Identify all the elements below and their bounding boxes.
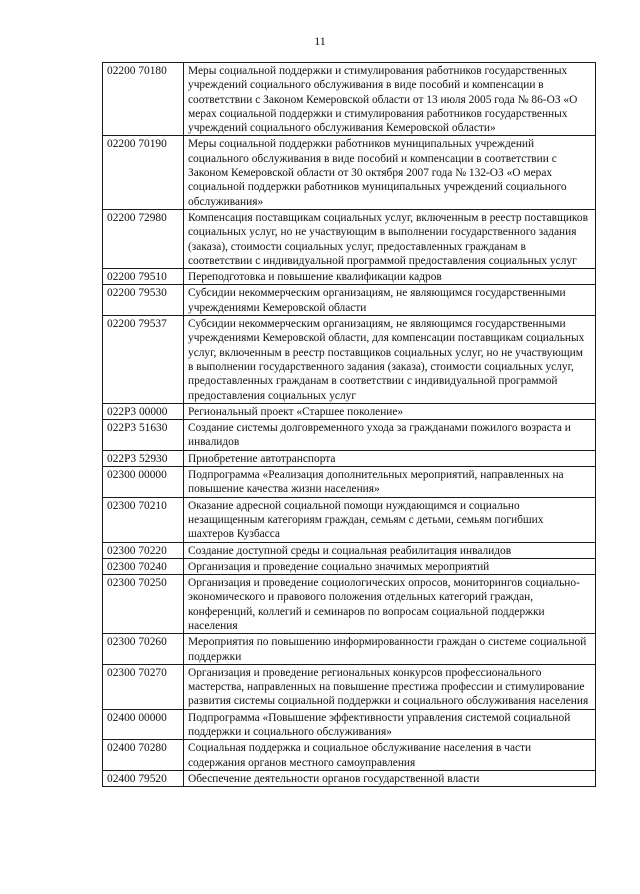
classification-code: 02400 00000 xyxy=(103,709,184,740)
expense-description: Создание доступной среды и социальная реабилитация инвалидов xyxy=(184,542,596,558)
table-row xyxy=(103,403,596,419)
expense-description: Мероприятия по повышению информированности граждан о системе социальной поддержки xyxy=(184,634,596,665)
classification-code: 02400 79520 xyxy=(103,770,184,786)
table-row xyxy=(103,420,596,451)
classification-code: 02200 72980 xyxy=(103,209,184,268)
expense-description: Организация и проведение региональных конкурсов профессионального мастерства, направленных на повышение престижа профессии и стимулирование развития системы социальной поддержки и социального обслуживания населения xyxy=(184,664,596,709)
classification-code: 02300 70250 xyxy=(103,575,184,634)
table-row xyxy=(103,558,596,574)
table-row xyxy=(103,497,596,542)
table-row xyxy=(103,634,596,665)
table-row xyxy=(103,575,596,634)
classification-code: 02200 79510 xyxy=(103,269,184,285)
table-row xyxy=(103,63,596,136)
expense-description: Подпрограмма «Повышение эффективности управления системой социальной поддержки и социального обслуживания» xyxy=(184,709,596,740)
table-row xyxy=(103,664,596,709)
expense-description: Субсидии некоммерческим организациям, не являющимся государственными учреждениями Кемеровской области xyxy=(184,285,596,316)
classification-code: 02300 70220 xyxy=(103,542,184,558)
classification-code: 02300 70270 xyxy=(103,664,184,709)
classification-code: 022Р3 51630 xyxy=(103,420,184,451)
table-row xyxy=(103,136,596,209)
classification-code: 02300 70260 xyxy=(103,634,184,665)
classification-code: 02400 70280 xyxy=(103,740,184,771)
expense-description: Меры социальной поддержки и стимулирования работников государственных учреждений социального обслуживания в виде пособий и компенсации в соответствии с Законом Кемеровской области от 13 июля 2005 года № 86-ОЗ «О мерах социальной поддержки и стимулирования работников государственных учреждений социального обслуживания Кемеровской области» xyxy=(184,63,596,136)
table-row xyxy=(103,269,596,285)
table-row xyxy=(103,770,596,786)
page-number: 11 xyxy=(314,34,326,48)
expense-description: Меры социальной поддержки работников муниципальных учреждений социального обслуживания в виде пособий и компенсации в соответствии с Законом Кемеровской области от 30 октября 2007 года № 132-ОЗ «О мерах социальной поддержки работников муниципальных учреждений социального обслуживания» xyxy=(184,136,596,209)
table-row xyxy=(103,316,596,404)
classification-code: 02200 70190 xyxy=(103,136,184,209)
classification-code: 02200 70180 xyxy=(103,63,184,136)
budget-classification-table xyxy=(102,62,596,787)
expense-description: Приобретение автотранспорта xyxy=(184,450,596,466)
expense-description: Подпрограмма «Реализация дополнительных мероприятий, направленных на повышение качества жизни населения» xyxy=(184,467,596,498)
table-row xyxy=(103,709,596,740)
classification-code: 02300 00000 xyxy=(103,467,184,498)
expense-description: Компенсация поставщикам социальных услуг, включенным в реестр поставщиков социальных услуг, но не участвующим в выполнении государственного задания (заказа), стоимости социальных услуг, предоставленных гражданам в соответствии с индивидуальной программой предоставления социальных услуг xyxy=(184,209,596,268)
table-row xyxy=(103,467,596,498)
classification-code: 02200 79530 xyxy=(103,285,184,316)
table-row xyxy=(103,740,596,771)
classification-code: 02200 79537 xyxy=(103,316,184,404)
expense-description: Региональный проект «Старшее поколение» xyxy=(184,403,596,419)
classification-code: 022Р3 00000 xyxy=(103,403,184,419)
expense-description: Организация и проведение социально значимых мероприятий xyxy=(184,558,596,574)
expense-description: Организация и проведение социологических опросов, мониторингов социально-экономического и правового положения отдельных категорий граждан, конференций, коллегий и семинаров по вопросам социальной поддержки населения xyxy=(184,575,596,634)
table-row xyxy=(103,209,596,268)
expense-description: Субсидии некоммерческим организациям, не являющимся государственными учреждениями Кемеровской области, для компенсации поставщикам социальных услуг, включенным в реестр поставщиков социальных услуг, но не участвующим в выполнении государственного задания (заказа), стоимости социальных услуг, предоставленных гражданам в соответствии с индивидуальной программой предоставления социальных услуг xyxy=(184,316,596,404)
classification-code: 02300 70210 xyxy=(103,497,184,542)
table-row xyxy=(103,450,596,466)
classification-code: 02300 70240 xyxy=(103,558,184,574)
expense-description: Социальная поддержка и социальное обслуживание населения в части содержания органов местного самоуправления xyxy=(184,740,596,771)
expense-description: Создание системы долговременного ухода за гражданами пожилого возраста и инвалидов xyxy=(184,420,596,451)
table-row xyxy=(103,285,596,316)
expense-description: Переподготовка и повышение квалификации кадров xyxy=(184,269,596,285)
expense-description: Обеспечение деятельности органов государственной власти xyxy=(184,770,596,786)
classification-code: 022Р3 52930 xyxy=(103,450,184,466)
table-row xyxy=(103,542,596,558)
expense-description: Оказание адресной социальной помощи нуждающимся и социально незащищенным категориям граждан, семьям с детьми, семьям погибших шахтеров Кузбасса xyxy=(184,497,596,542)
